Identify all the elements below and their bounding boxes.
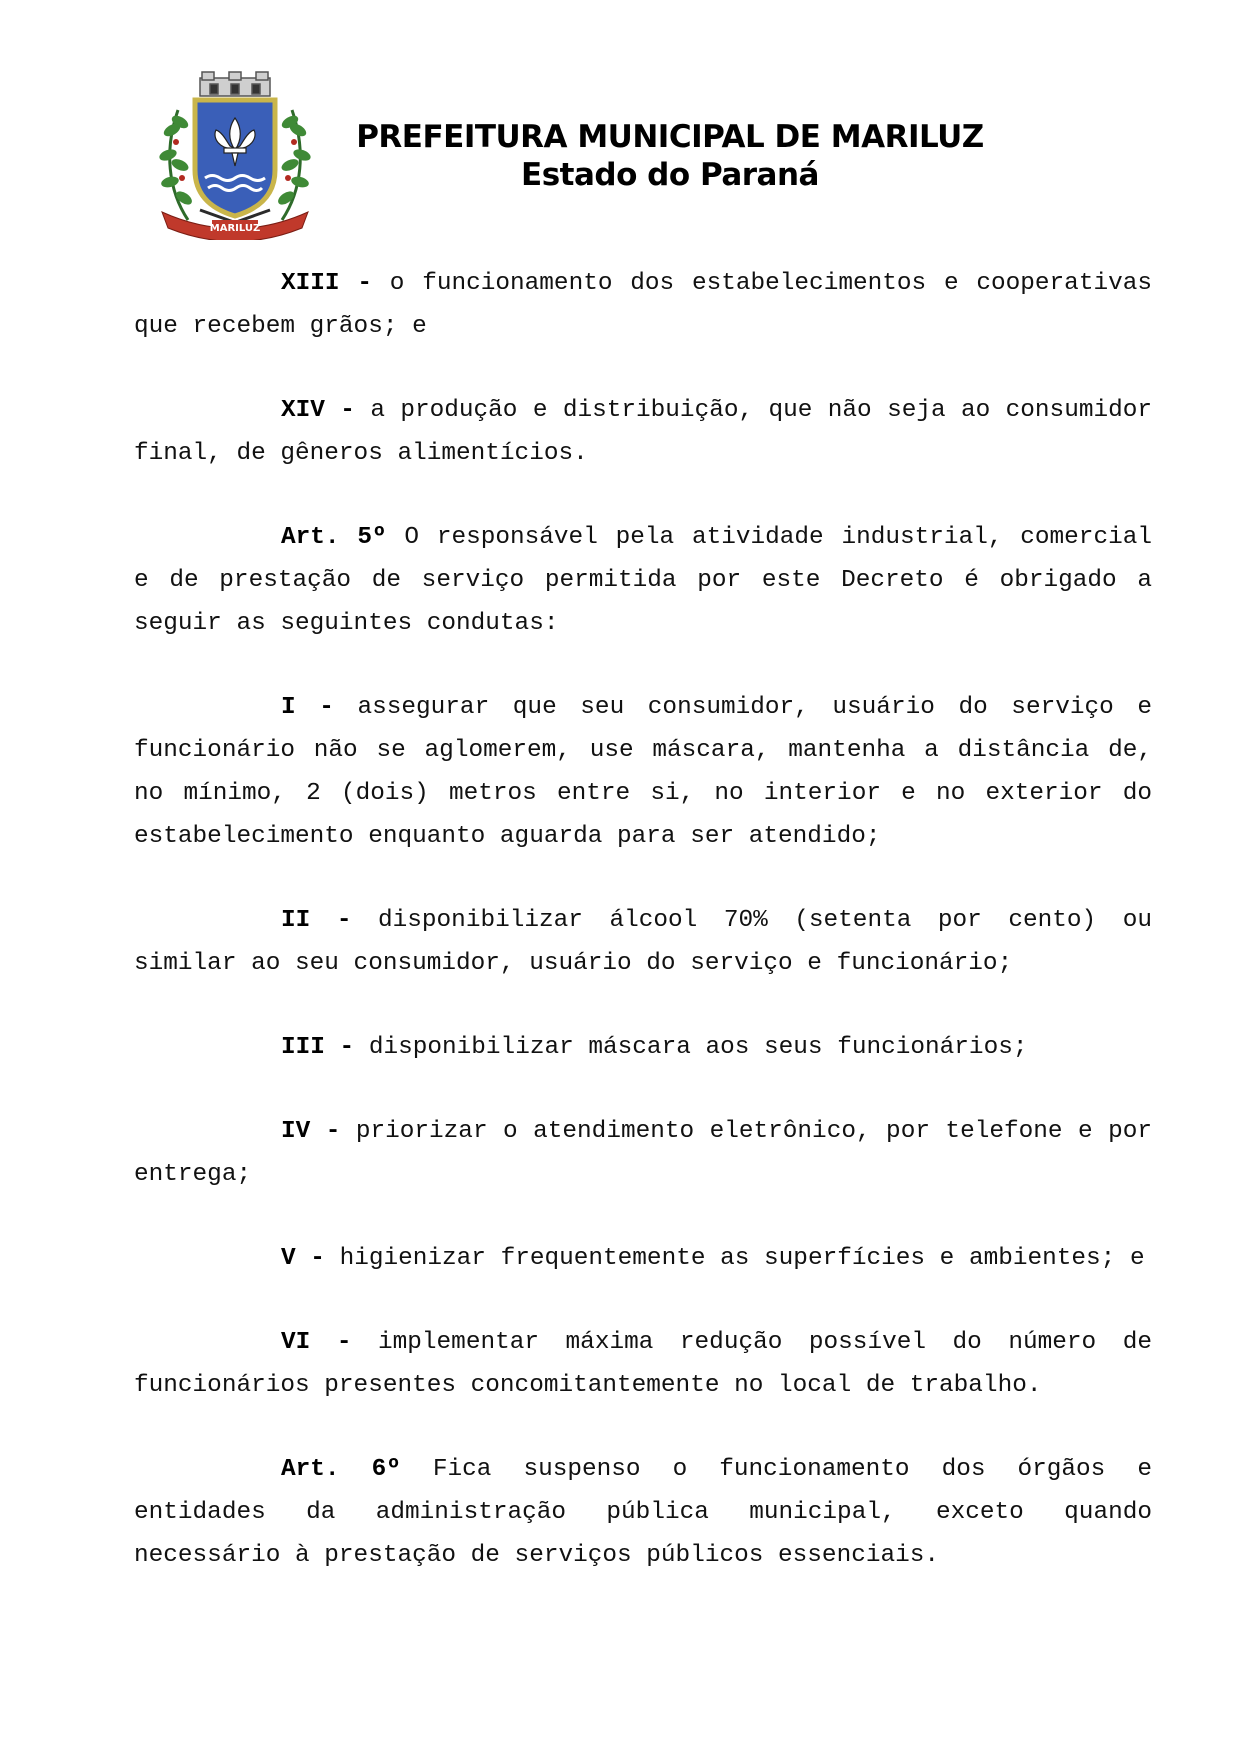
paragraph-v: [134, 1237, 1152, 1280]
paragraph-label: IV -: [281, 1118, 341, 1145]
paragraph-label: III -: [281, 1034, 355, 1061]
paragraph-text: disponibilizar álcool 70% (setenta por cento) ou similar ao seu consumidor, usuário do serviço e funcionário;: [134, 907, 1152, 977]
paragraph-text: assegurar que seu consumidor, usuário do serviço e funcionário não se aglomerem, use máscara, mantenha a distância de, no mínimo, 2 (dois) metros entre si, no interior e no exterior do estabelecimento enquanto aguarda para ser atendido;: [134, 694, 1152, 850]
paragraph-text: higienizar frequentemente as superfícies e ambientes; e: [339, 1245, 1145, 1272]
paragraph-art-6: [134, 1448, 1152, 1577]
paragraph-text: disponibilizar máscara aos seus funcionários;: [368, 1034, 1028, 1061]
coat-of-arms-icon: [150, 70, 320, 240]
paragraph-text: implementar máxima redução possível do número de funcionários presentes concomitantemente no local de trabalho.: [134, 1329, 1152, 1399]
paragraph-label: V -: [281, 1245, 325, 1272]
paragraph-text: o funcionamento dos estabelecimentos e cooperativas que recebem grãos; e: [134, 270, 1153, 340]
paragraph-xiii: [134, 262, 1152, 348]
crest-text: MARILUZ: [209, 223, 261, 234]
paragraph-art-5: [134, 516, 1152, 645]
document-body: [134, 262, 1152, 1618]
paragraph-label: I -: [281, 694, 334, 721]
paragraph-label: XIII -: [281, 270, 372, 297]
paragraph-ii: [134, 899, 1152, 985]
paragraph-iii: [134, 1026, 1152, 1069]
paragraph-iv: [134, 1110, 1152, 1196]
paragraph-xiv: [134, 389, 1152, 475]
paragraph-label: XIV -: [281, 397, 355, 424]
document-header: [340, 118, 1000, 194]
paragraph-text: O responsável pela atividade industrial, comercial e de prestação de serviço permitida por este Decreto é obrigado a seguir as seguintes condutas:: [134, 524, 1152, 637]
paragraph-text: a produção e distribuição, que não seja ao consumidor final, de gêneros alimentícios.: [134, 397, 1153, 467]
paragraph-label: Art. 5º: [281, 524, 387, 551]
header-subtitle: Estado do Paraná: [521, 157, 819, 193]
paragraph-label: VI -: [281, 1329, 352, 1356]
paragraph-label: II -: [281, 907, 352, 934]
paragraph-label: Art. 6º: [281, 1456, 401, 1483]
paragraph-vi: [134, 1321, 1152, 1407]
paragraph-text: Fica suspenso o funcionamento dos órgãos e entidades da administração pública municipal, exceto quando necessário à prestação de serviços públicos essenciais.: [134, 1456, 1152, 1569]
paragraph-i: [134, 686, 1152, 858]
crown: [200, 72, 270, 96]
paragraph-text: priorizar o atendimento eletrônico, por telefone e por entrega;: [134, 1118, 1152, 1188]
header-title: PREFEITURA MUNICIPAL DE MARILUZ: [356, 119, 984, 155]
